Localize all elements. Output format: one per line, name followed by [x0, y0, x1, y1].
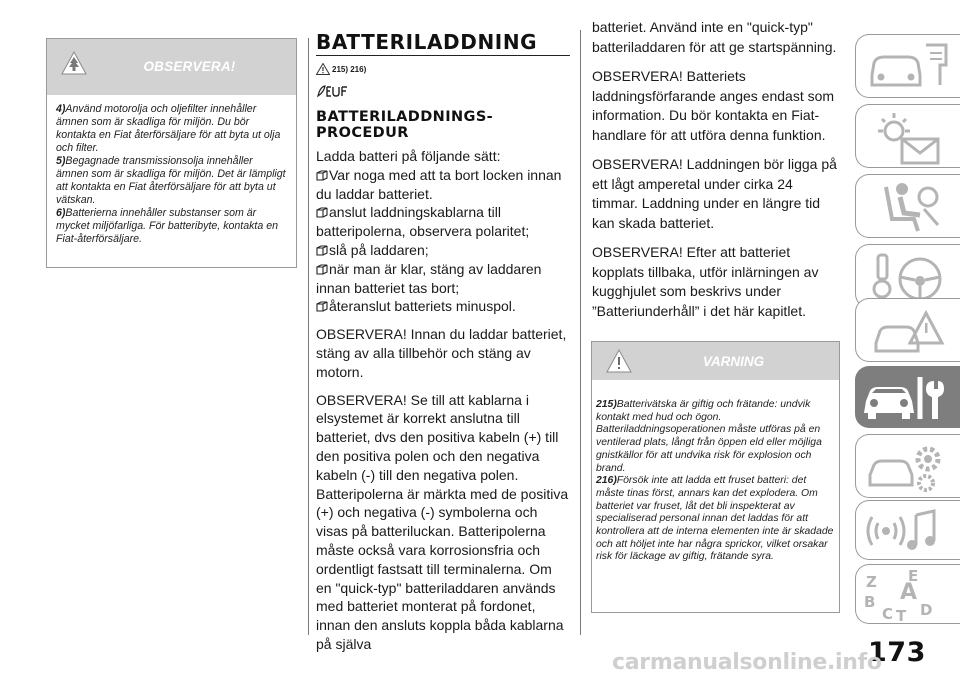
alphabet-index-icon: [856, 565, 960, 625]
procedure-step-text: Var noga med att ta bort locken innan du laddar batteriet.: [316, 166, 562, 202]
note-item-number: 6): [56, 207, 66, 219]
paragraph: OBSERVERA! Se till att kablarna i elsystemet är korrekt anslutna till batteriet, dvs den positiva kabeln (+) till den positiva polen och den negativa kabeln (-) till den negativa polen. Batteripolerna är märkta med de positiva (+) och negativa (-) symbolerna och visas på batteriluckan. Batteripolerna måste också vara korrosionsfria och ordentligt fastsatt till terminalerna. Om en "quick-typ" batteriladdaren används med batteriet monterat på fordonet, innan den ansluts koppla båda kablarna på själva: [316, 391, 569, 652]
index-letter: A: [900, 580, 918, 605]
chapter-tab-emergency[interactable]: [855, 298, 960, 362]
note-item-text: Använd motorolja och oljefilter innehåller ämnen som är skadliga för miljön. Du bör kontakta en Fiat återförsäljare för att byta ut olja och filter.: [56, 103, 281, 154]
car-warning-triangle-icon: [856, 299, 960, 363]
signal-music-icon: [856, 501, 960, 561]
chapter-tab-safety[interactable]: [855, 174, 960, 238]
warning-item: [596, 475, 835, 564]
warning-references: [316, 63, 570, 75]
paragraph: OBSERVERA! Laddningen bör ligga på ett lågt amperetal under cirka 24 timmar. Laddning under en längre tid kan skada batteriet.: [592, 156, 837, 231]
warning-box-body: [592, 380, 839, 564]
warning-item-text: Batterivätska är giftig och frätande: undvik kontakt med hud och ögon. Batteriladdningsoperationen måste utföras på en ventilerad plats, långt från öppen eld eller möjliga gnistkällor för att undvika risk för explosion och brand.: [596, 399, 822, 474]
procedure-step-text: anslut laddningskablarna till batteripolerna, observera polaritet;: [316, 204, 530, 240]
index-letter: B: [864, 593, 876, 611]
warning-item: [596, 399, 835, 475]
warning-triangle-icon: [316, 63, 330, 75]
car-info-icon: [856, 35, 960, 99]
chapter-tab-warning-lights[interactable]: [855, 104, 960, 168]
step-bullet-icon: [316, 170, 328, 181]
note-item-text: Batterierna innehåller substanser som är mycket miljöfarliga. För batteribyte, kontakta en Fiat-återförsäljare.: [56, 207, 278, 245]
note-item: [56, 103, 287, 155]
procedure-step-text: när man är klar, stäng av laddaren innan batteriet tas bort;: [316, 260, 542, 296]
seat-person-airbag-icon: [856, 175, 960, 239]
note-box: [46, 38, 297, 268]
column-divider-left: [308, 38, 309, 635]
watermark: carmanualsonline.info: [612, 650, 882, 675]
reference-numbers: 215) 216): [332, 64, 367, 74]
subsection-title-line: PROCEDUR: [316, 125, 409, 141]
index-letter: D: [920, 601, 933, 619]
procedure-intro: Ladda batteri på följande sätt:: [316, 148, 501, 164]
chapter-tab-index[interactable]: [855, 564, 960, 624]
paragraph: OBSERVERA! Batteriets laddningsförfarande anges endast som information. Du bör kontakta en Fiat-handlare för att utföra denna funktion.: [592, 68, 835, 143]
step-bullet-icon: [316, 245, 328, 256]
warning-box-header: [592, 342, 839, 380]
note-box-header: [47, 39, 296, 95]
note-item-number: 4): [56, 103, 66, 115]
procedure-step: [316, 260, 570, 298]
eco-symbol-icon: [316, 84, 350, 98]
page-number: 173: [868, 637, 926, 668]
procedure-step: [316, 166, 570, 204]
paragraph: OBSERVERA! Innan du laddar batteriet, stäng av alla tillbehör och stäng av motorn.: [316, 326, 567, 380]
chapter-tab-car-info[interactable]: [855, 34, 960, 98]
warning-item-text: Försök inte att ladda ett fruset batteri: det måste tinas först, annars kan det explodera. Om batteriet var fruset, låt det bli inspekterat av specialiserad personal innan det laddas för att kontrollera att de interna elementen inte är skadade och att höljet inte har några sprickor, vilket orsakar risk för läckage av giftig, frätande syra.: [596, 475, 834, 563]
warning-box: [591, 341, 840, 613]
section-title: BATTERILADDNING: [316, 30, 538, 54]
note-item-text: Begagnade transmissionsolja innehåller ämnen som är skadliga för miljön. Det är lämpligt att kontakta en Fiat återförsäljare för att byta ut vätskan.: [56, 155, 286, 206]
warning-item-number: 216): [596, 475, 617, 487]
paragraph: batteriet. Använd inte en "quick-typ" batteriladdaren för att ge startspänning.: [592, 19, 837, 55]
car-wrench-icon: [856, 367, 960, 429]
chapter-tab-multimedia[interactable]: [855, 500, 960, 560]
warning-box-title: VARNING: [702, 354, 765, 369]
subsection-title-line: BATTERILADDNINGS-: [316, 109, 494, 125]
index-letter: T: [896, 607, 907, 625]
note-box-body: [47, 95, 296, 246]
chapter-tab-maintenance[interactable]: [855, 366, 960, 428]
column-divider-right: [580, 30, 581, 635]
procedure-step: [316, 203, 570, 241]
note-item-number: 5): [56, 155, 66, 167]
title-underline: [316, 55, 570, 56]
warning-light-envelope-icon: [856, 105, 960, 169]
procedure-step: [316, 241, 570, 260]
right-column: [592, 18, 842, 321]
note-item: [56, 155, 287, 207]
paragraph: OBSERVERA! Efter att batteriet kopplats tillbaka, utför inlärningen av kugghjulet som beskrivs under ”Batteriunderhåll” i det här kapitlet.: [592, 244, 819, 319]
note-item: [56, 207, 287, 246]
index-letter: C: [882, 605, 894, 623]
procedure-step: [316, 297, 570, 316]
step-bullet-icon: [316, 264, 328, 275]
middle-column: [316, 30, 570, 654]
index-letter: E: [908, 567, 919, 585]
procedure-step-text: slå på laddaren;: [329, 241, 429, 258]
note-box-title: OBSERVERA!: [143, 59, 236, 74]
step-bullet-icon: [316, 301, 328, 312]
step-bullet-icon: [316, 207, 328, 218]
procedure-step-text: återanslut batteriets minuspol.: [329, 298, 516, 315]
chapter-tab-technical-data[interactable]: [855, 434, 960, 498]
subsection-title: [316, 109, 570, 141]
procedure-text: [316, 147, 570, 654]
car-gears-icon: [856, 435, 960, 499]
index-letter: Z: [866, 573, 877, 591]
warning-item-number: 215): [596, 399, 617, 410]
